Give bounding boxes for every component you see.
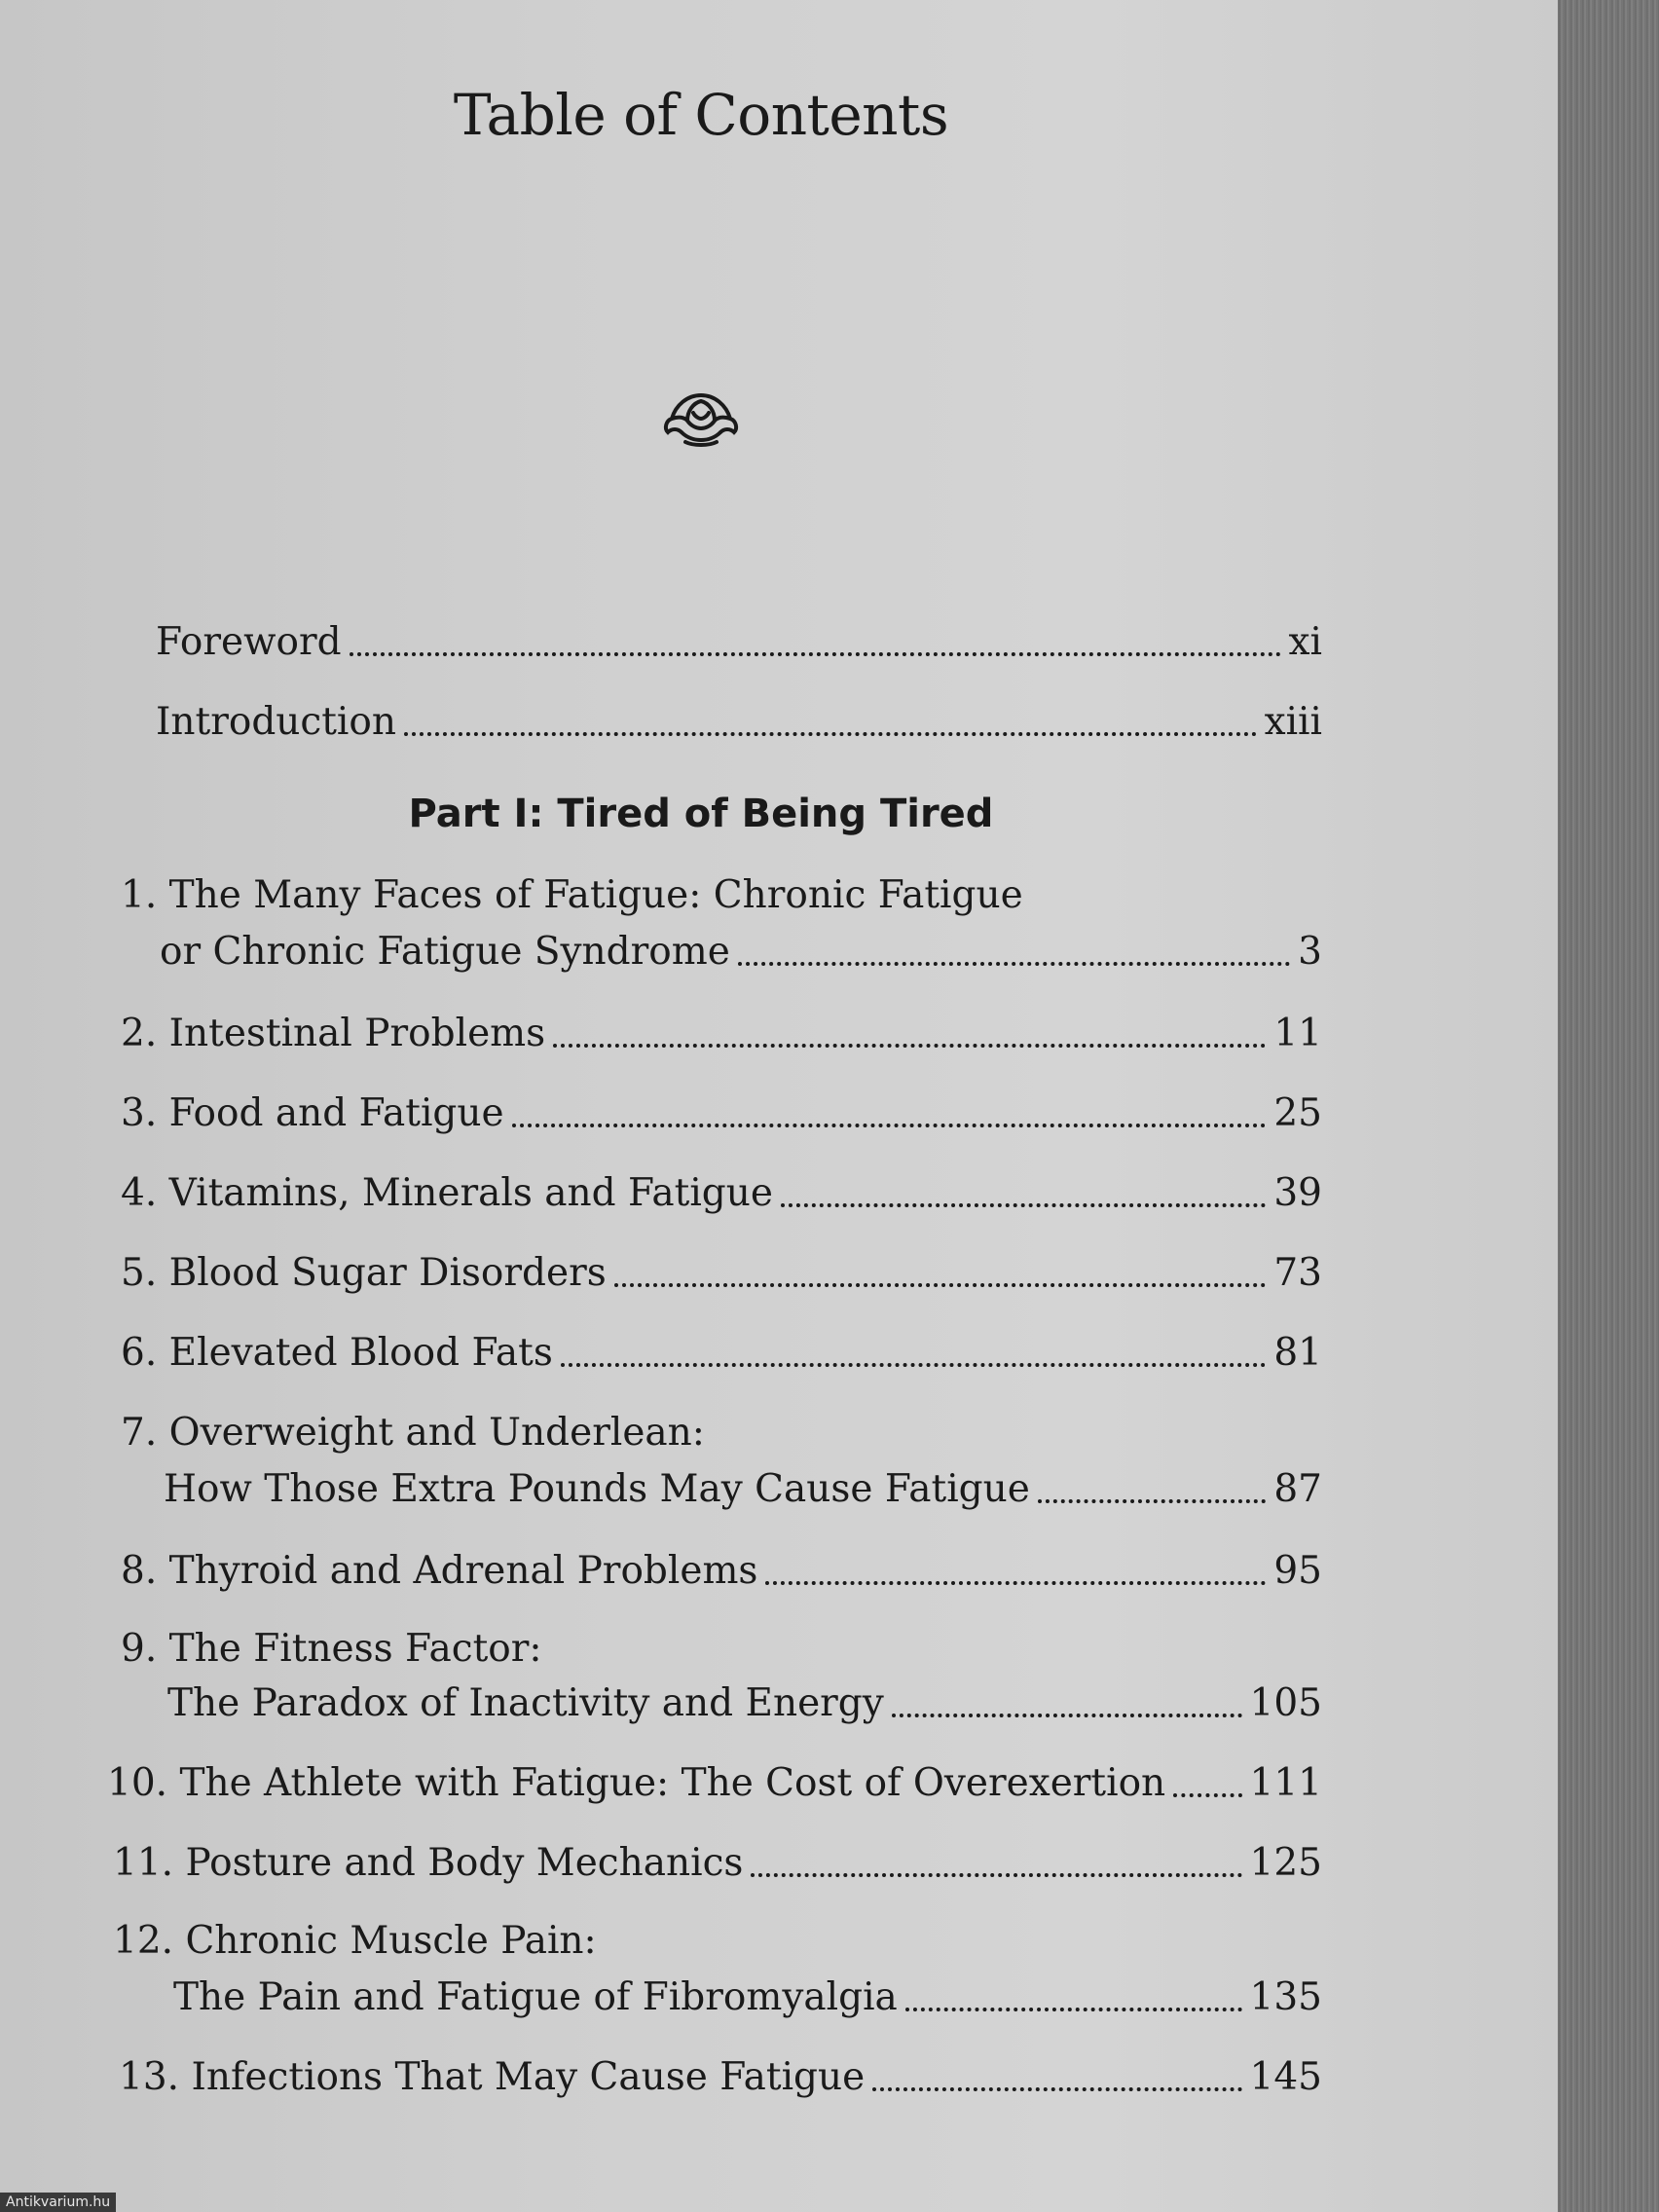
leader-dots	[561, 1363, 1267, 1367]
toc-entry-chapter-10[interactable]	[107, 1756, 1322, 1811]
toc-page-number: 135	[1249, 1975, 1322, 2019]
toc-entry-label: The Paradox of Inactivity and Energy	[167, 1681, 884, 1725]
leader-dots	[751, 1873, 1241, 1877]
chapter-number: 10.	[107, 1761, 168, 1805]
toc-entry-label: Blood Sugar Disorders	[168, 1251, 607, 1295]
leader-dots	[738, 962, 1290, 966]
page-title: Table of Contents	[453, 82, 949, 148]
source-watermark: Antikvarium.hu	[0, 2193, 116, 2212]
toc-page-number: 73	[1273, 1251, 1322, 1295]
leader-dots	[1173, 1793, 1241, 1797]
page-stack-edge	[1558, 0, 1659, 2212]
chapter-title-line: Chronic Muscle Pain:	[185, 1919, 597, 1963]
toc-page-number: 39	[1273, 1171, 1322, 1215]
toc-entry-chapter-5[interactable]	[121, 1246, 1322, 1301]
toc-entry-chapter-1[interactable]	[160, 925, 1322, 979]
toc-page-number: 81	[1273, 1331, 1322, 1375]
toc-entry-chapter-9[interactable]	[167, 1677, 1322, 1731]
toc-entry-introduction[interactable]	[156, 695, 1322, 750]
chapter-number: 9.	[121, 1627, 158, 1671]
leader-dots	[553, 1044, 1266, 1048]
toc-entry-label: Elevated Blood Fats	[168, 1331, 553, 1375]
toc-entry-label: Thyroid and Adrenal Problems	[168, 1549, 758, 1593]
chapter-number: 3.	[121, 1091, 158, 1135]
toc-page-number: 3	[1298, 930, 1322, 974]
toc-page-number: 11	[1273, 1012, 1322, 1055]
toc-page-number: xiii	[1264, 700, 1322, 744]
toc-entry-chapter-3[interactable]	[121, 1087, 1322, 1141]
part-heading: Part I: Tired of Being Tired	[408, 792, 994, 836]
toc-entry-foreword[interactable]	[156, 615, 1322, 670]
toc-entry-line	[113, 1914, 597, 1969]
toc-entry-label: or Chronic Fatigue Syndrome	[160, 930, 730, 974]
toc-entry-label: Food and Fatigue	[168, 1091, 504, 1135]
chapter-number: 12.	[113, 1919, 174, 1963]
toc-page-number: 95	[1273, 1549, 1322, 1593]
leader-dots	[1038, 1499, 1267, 1503]
toc-page-number: 105	[1249, 1681, 1322, 1725]
leader-dots	[872, 2087, 1241, 2091]
toc-entry-label: The Pain and Fatigue of Fibromyalgia	[173, 1975, 898, 2019]
toc-entry-label: Infections That May Cause Fatigue	[191, 2055, 866, 2099]
chapter-title-line: Overweight and Underlean:	[168, 1411, 705, 1455]
toc-entry-label: Introduction	[156, 700, 396, 744]
leader-dots	[350, 652, 1281, 656]
toc-entry-line	[121, 868, 1023, 923]
toc-entry-chapter-12[interactable]	[173, 1971, 1322, 2025]
leader-dots	[614, 1283, 1267, 1287]
chapter-number: 13.	[119, 2055, 180, 2099]
chapter-number: 1.	[121, 873, 158, 917]
toc-entry-line	[121, 1406, 705, 1460]
toc-entry-chapter-8[interactable]	[121, 1544, 1322, 1599]
toc-entry-label: Vitamins, Minerals and Fatigue	[168, 1171, 773, 1215]
leader-dots	[512, 1124, 1267, 1127]
toc-page-number: 87	[1273, 1467, 1322, 1511]
leader-dots	[892, 1714, 1242, 1717]
toc-entry-chapter-13[interactable]	[119, 2050, 1322, 2105]
toc-entry-label: Foreword	[156, 620, 342, 664]
shell-ornament-icon	[658, 387, 744, 450]
chapter-number: 5.	[121, 1251, 158, 1295]
toc-entry-label: The Athlete with Fatigue: The Cost of Overexertion	[179, 1761, 1166, 1805]
leader-dots	[404, 732, 1257, 736]
toc-page-number: 111	[1249, 1761, 1322, 1805]
toc-entry-chapter-6[interactable]	[121, 1326, 1322, 1381]
chapter-number: 4.	[121, 1171, 158, 1215]
toc-entry-chapter-4[interactable]	[121, 1166, 1322, 1221]
chapter-title-line: The Fitness Factor:	[168, 1627, 542, 1671]
toc-entry-label: Posture and Body Mechanics	[185, 1841, 744, 1885]
leader-dots	[905, 2008, 1242, 2011]
toc-entry-chapter-2[interactable]	[121, 1007, 1322, 1061]
toc-entry-line	[121, 1622, 542, 1677]
toc-page-number: 125	[1249, 1841, 1322, 1885]
leader-dots	[781, 1203, 1266, 1207]
toc-page-number: xi	[1288, 620, 1322, 664]
chapter-number: 11.	[113, 1841, 174, 1885]
chapter-number: 7.	[121, 1411, 158, 1455]
toc-entry-label: How Those Extra Pounds May Cause Fatigue	[164, 1467, 1030, 1511]
toc-entry-chapter-7[interactable]	[164, 1462, 1322, 1517]
chapter-number: 6.	[121, 1331, 158, 1375]
toc-page-number: 145	[1249, 2055, 1322, 2099]
chapter-title-line: The Many Faces of Fatigue: Chronic Fatigue	[168, 873, 1023, 917]
toc-entry-chapter-11[interactable]	[113, 1836, 1322, 1891]
toc-entry-label: Intestinal Problems	[168, 1012, 546, 1055]
chapter-number: 2.	[121, 1012, 158, 1055]
chapter-number: 8.	[121, 1549, 158, 1593]
leader-dots	[765, 1581, 1266, 1585]
toc-page-number: 25	[1273, 1091, 1322, 1135]
